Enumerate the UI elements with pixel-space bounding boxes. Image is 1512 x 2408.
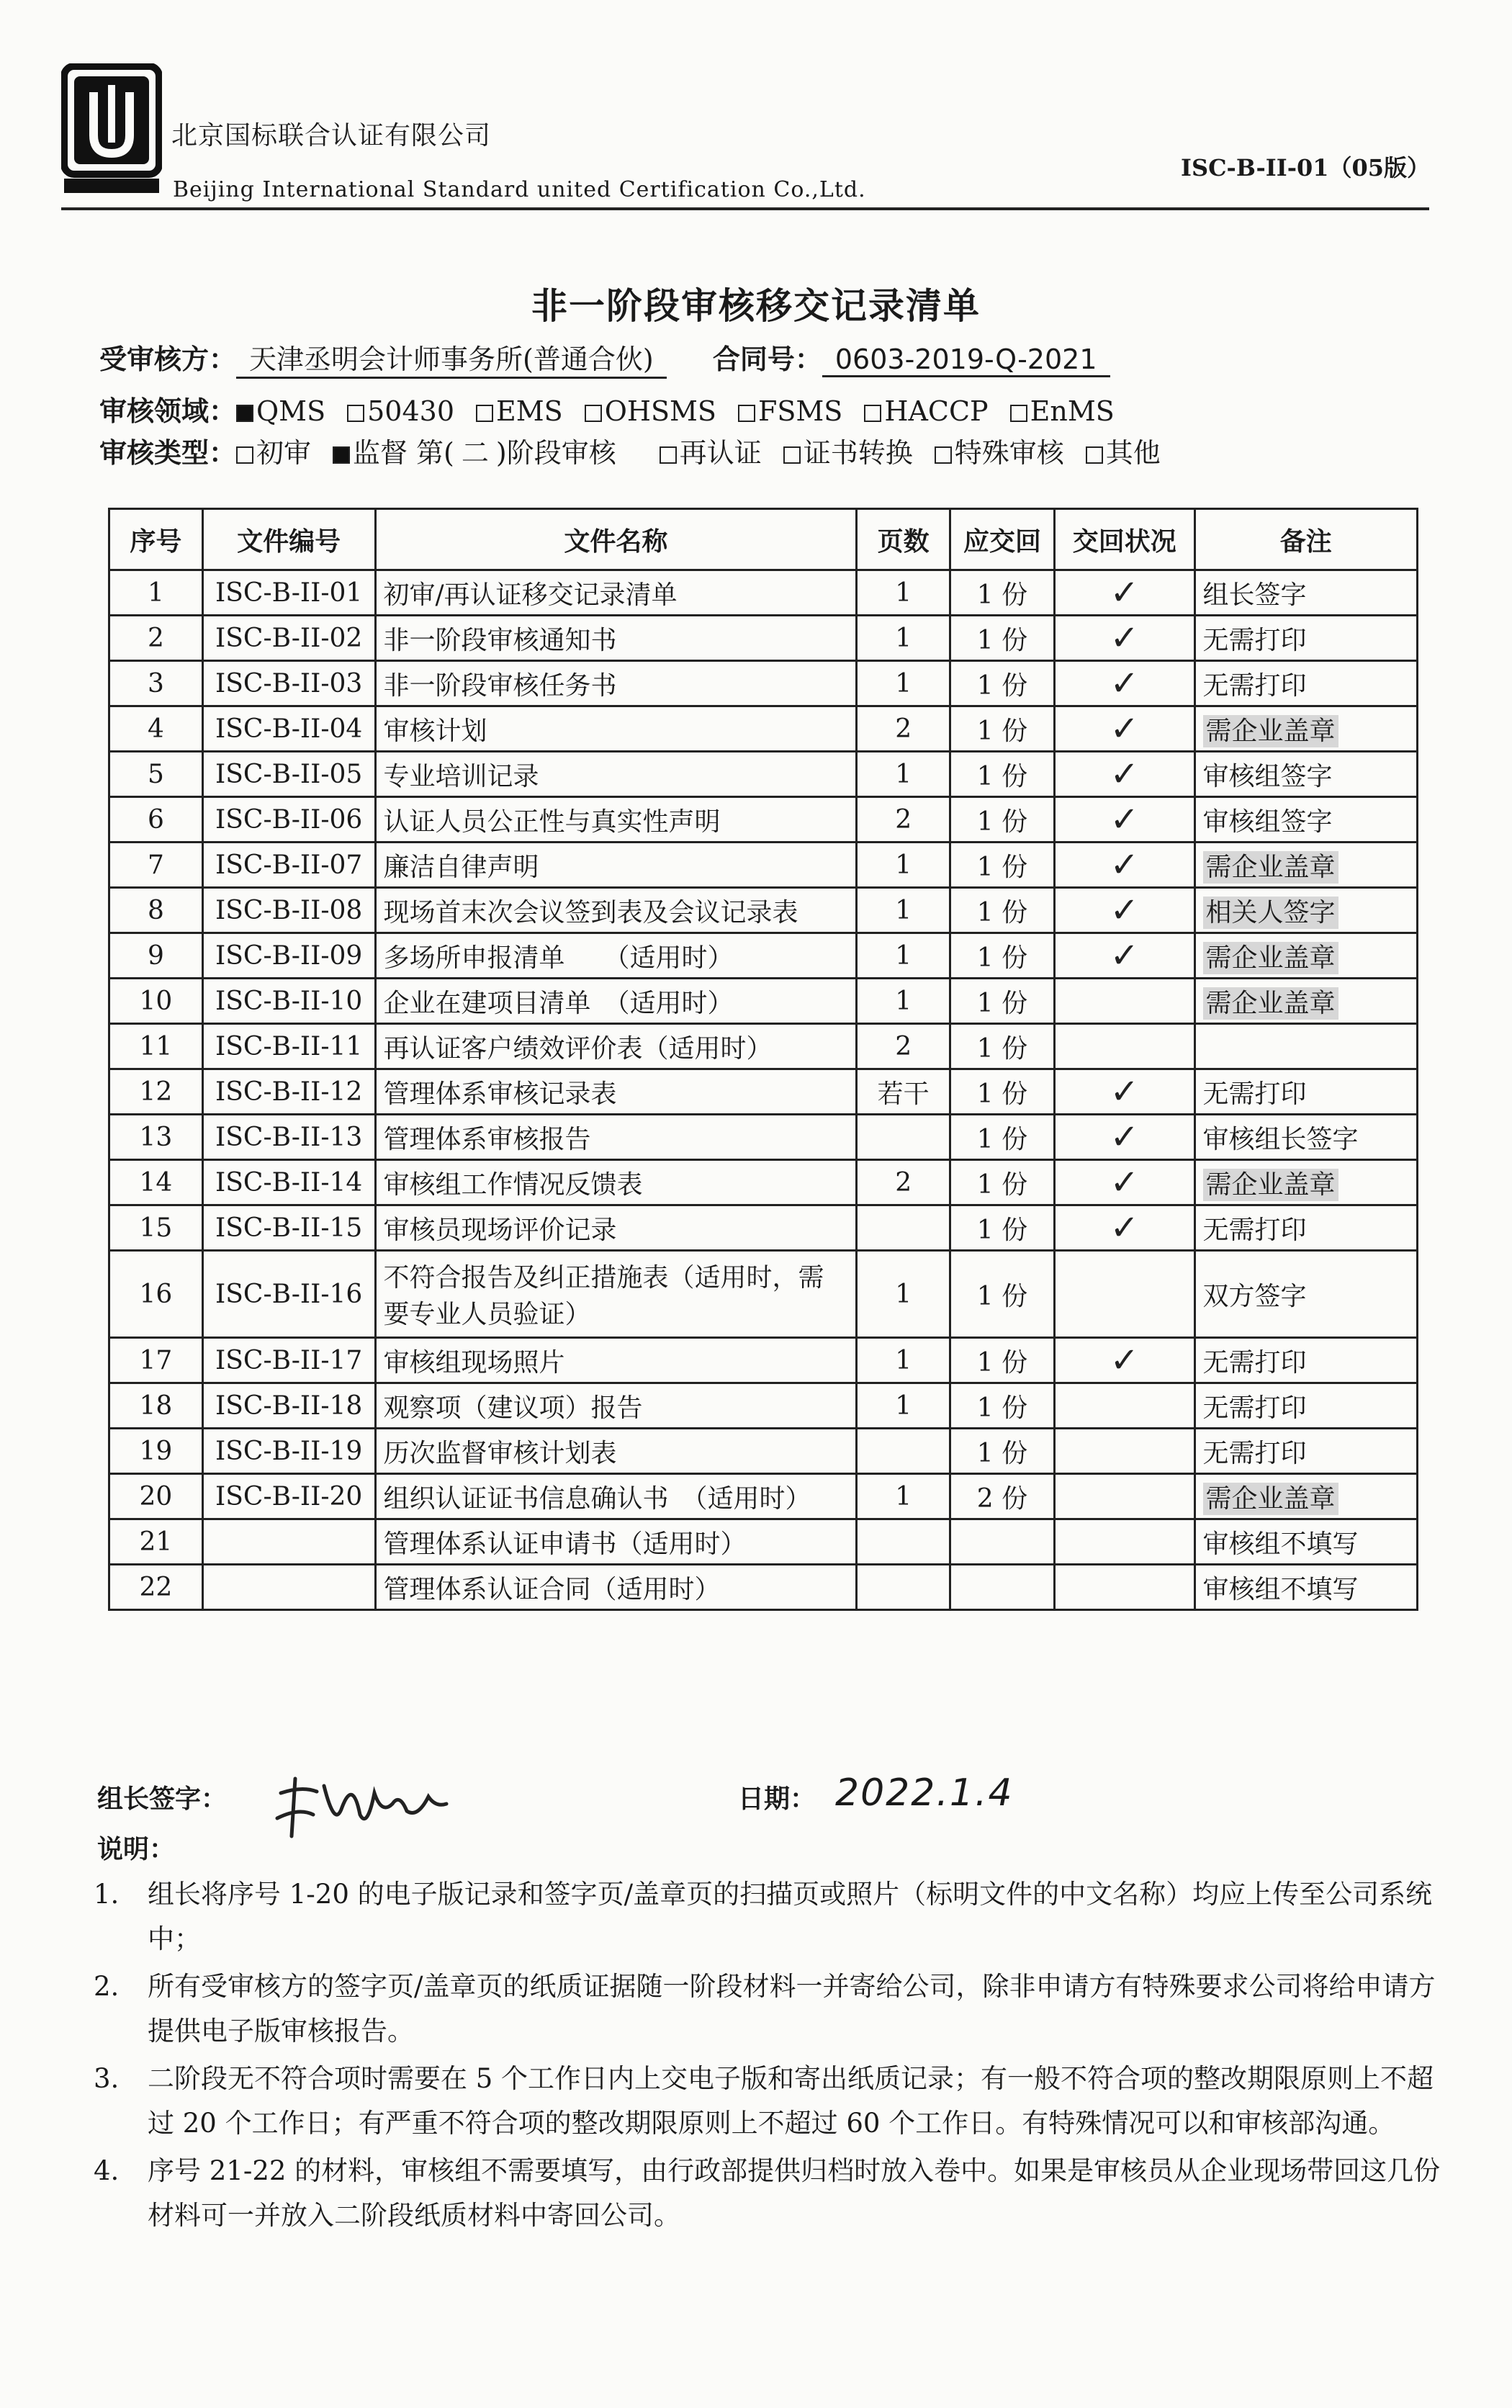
remark-text: 需企业盖章 [1203, 1483, 1338, 1515]
row-number-cell: 22 [109, 1565, 203, 1610]
table-row [109, 661, 1418, 706]
table-row [109, 1205, 1418, 1251]
notes-label: 说明： [97, 1834, 176, 1864]
page-count-cell: 1 [857, 843, 950, 888]
return-status-cell: ✓ [1054, 1205, 1194, 1251]
audit-field-option [738, 395, 842, 427]
note-number: 4. [94, 2155, 120, 2186]
page-count-cell [857, 1565, 950, 1610]
company-logo [61, 63, 162, 197]
due-copies-cell [950, 1565, 1055, 1610]
file-code-cell: ISC-B-II-10 [202, 979, 375, 1024]
remark-text: 审核组签字 [1202, 807, 1333, 837]
row-number-cell: 17 [109, 1338, 203, 1383]
row-number-cell: 13 [109, 1115, 203, 1160]
table-body [109, 570, 1418, 1610]
table-row [109, 706, 1418, 752]
table-row [109, 616, 1418, 661]
header-due: 应交回 [950, 509, 1055, 570]
file-name-cell: 多场所申报清单 （适用时） [375, 933, 857, 979]
due-copies-cell: 1 份 [950, 1383, 1055, 1429]
remark-cell [1194, 1024, 1417, 1069]
file-name-cell: 管理体系审核报告 [375, 1115, 857, 1160]
audit-field-label: 审核领域： [99, 395, 237, 427]
remark-text: 组长签字 [1202, 580, 1307, 610]
remark-text: 无需打印 [1202, 1079, 1307, 1109]
remark-cell [1194, 616, 1417, 661]
audit-field-options [236, 395, 1136, 427]
leader-signature-label: 组长签字： [97, 1784, 228, 1814]
header-no: 序号 [109, 509, 203, 570]
due-copies-cell: 1 份 [950, 661, 1055, 706]
return-status-cell: ✓ [1054, 706, 1194, 752]
remark-text: 无需打印 [1202, 1215, 1307, 1245]
table-row [109, 1115, 1418, 1160]
return-status-cell [1054, 1251, 1194, 1338]
file-name-cell: 不符合报告及纠正措施表（适用时，需要专业人员验证） [375, 1251, 857, 1338]
remark-cell [1194, 933, 1417, 979]
page-count-cell: 1 [857, 1338, 950, 1383]
remark-cell [1194, 1338, 1417, 1383]
due-copies-cell: 1 份 [950, 570, 1055, 616]
row-number-cell: 12 [109, 1069, 203, 1115]
table-row [109, 979, 1418, 1024]
file-code-cell: ISC-B-II-19 [202, 1429, 375, 1474]
return-status-cell [1054, 1429, 1194, 1474]
file-code-cell: ISC-B-II-15 [202, 1205, 375, 1251]
audit-field-option-label: HACCP [884, 395, 989, 427]
remark-cell [1194, 661, 1417, 706]
return-status-cell: ✓ [1054, 1160, 1194, 1205]
file-name-cell: 管理体系认证申请书（适用时） [375, 1519, 857, 1565]
audit-field-option [585, 395, 716, 427]
table-row [109, 1429, 1418, 1474]
file-code-cell: ISC-B-II-12 [202, 1069, 375, 1115]
return-status-cell: ✓ [1054, 661, 1194, 706]
audit-field-option-label: EnMS [1030, 395, 1115, 427]
return-status-cell: ✓ [1054, 843, 1194, 888]
header-divider [61, 207, 1429, 210]
row-number-cell: 1 [109, 570, 203, 616]
file-code-cell: ISC-B-II-07 [202, 843, 375, 888]
remark-text: 审核组不填写 [1202, 1574, 1359, 1604]
audit-type-other: 其他 [1105, 437, 1161, 469]
table-row [109, 797, 1418, 843]
file-name-cell: 廉洁自律声明 [375, 843, 857, 888]
remark-cell [1194, 1251, 1417, 1338]
row-number-cell: 9 [109, 933, 203, 979]
page-count-cell: 若干 [857, 1069, 950, 1115]
table-row [109, 888, 1418, 933]
due-copies-cell: 1 份 [950, 933, 1055, 979]
row-number-cell: 6 [109, 797, 203, 843]
company-name-en: Beijing International Standard united Certification Co.,Ltd. [173, 177, 866, 202]
handwritten-signature [274, 1764, 454, 1843]
remark-text: 无需打印 [1202, 1438, 1307, 1468]
remark-cell [1194, 1474, 1417, 1519]
remark-text: 无需打印 [1202, 1347, 1307, 1378]
contract-label: 合同号： [712, 343, 822, 375]
return-status-cell: ✓ [1054, 752, 1194, 797]
remark-cell [1194, 752, 1417, 797]
checkbox-other[interactable] [1086, 446, 1103, 464]
header-returned: 交回状况 [1054, 509, 1194, 570]
remark-cell [1194, 888, 1417, 933]
return-status-cell: ✓ [1054, 1338, 1194, 1383]
file-name-cell: 审核员现场评价记录 [375, 1205, 857, 1251]
header-name: 文件名称 [375, 509, 857, 570]
audit-field-option [476, 395, 563, 427]
audit-type-line [99, 431, 1182, 470]
remark-text: 需企业盖章 [1203, 715, 1338, 747]
checkbox-ems[interactable] [476, 405, 493, 422]
remark-cell [1194, 1429, 1417, 1474]
return-status-cell [1054, 1024, 1194, 1069]
row-number-cell: 11 [109, 1024, 203, 1069]
file-code-cell [202, 1519, 375, 1565]
row-number-cell: 3 [109, 661, 203, 706]
note-text: 二阶段无不符合项时需要在 5 个工作日内上交电子版和寄出纸质记录；有一般不符合项的整改期限原则上不超过 20 个工作日；有严重不符合项的整改期限原则上不超过 60 个工作日。有特殊情况可以和审核部沟通。 [148, 2063, 1434, 2139]
contract-number: 0603-2019-Q-2021 [822, 343, 1110, 377]
table-row [109, 1519, 1418, 1565]
file-code-cell: ISC-B-II-05 [202, 752, 375, 797]
checkbox-qms[interactable] [236, 405, 253, 422]
row-number-cell: 7 [109, 843, 203, 888]
audit-field-option-label: EMS [496, 395, 563, 427]
audit-field-option-label: QMS [256, 395, 326, 427]
remark-cell [1194, 1519, 1417, 1565]
due-copies-cell: 1 份 [950, 1069, 1055, 1115]
remark-cell [1194, 797, 1417, 843]
note-item [94, 1872, 1447, 1962]
table-header-row [109, 509, 1418, 570]
page-count-cell: 1 [857, 661, 950, 706]
return-status-cell [1054, 1383, 1194, 1429]
file-code-cell: ISC-B-II-01 [202, 570, 375, 616]
page-count-cell [857, 1205, 950, 1251]
row-number-cell: 14 [109, 1160, 203, 1205]
note-text: 所有受审核方的签字页/盖章页的纸质证据随一阶段材料一并寄给公司，除非申请方有特殊要求公司将给申请方提供电子版审核报告。 [148, 1971, 1436, 2047]
remark-text: 审核组签字 [1202, 761, 1333, 791]
page-count-cell: 1 [857, 616, 950, 661]
due-copies-cell: 1 份 [950, 706, 1055, 752]
row-number-cell: 20 [109, 1474, 203, 1519]
page-count-cell: 1 [857, 1474, 950, 1519]
file-code-cell: ISC-B-II-06 [202, 797, 375, 843]
table-row [109, 933, 1418, 979]
date-label: 日期： [738, 1784, 816, 1814]
row-number-cell: 4 [109, 706, 203, 752]
row-number-cell: 5 [109, 752, 203, 797]
return-status-cell [1054, 979, 1194, 1024]
page-count-cell: 1 [857, 752, 950, 797]
remark-text: 无需打印 [1202, 625, 1307, 655]
records-table [108, 508, 1418, 1611]
remark-cell [1194, 1205, 1417, 1251]
return-status-cell: ✓ [1054, 1115, 1194, 1160]
audit-field-option [347, 395, 454, 427]
checkbox-initial[interactable] [236, 446, 253, 464]
remark-cell [1194, 570, 1417, 616]
audit-field-option [236, 395, 325, 427]
file-code-cell: ISC-B-II-18 [202, 1383, 375, 1429]
row-number-cell: 18 [109, 1383, 203, 1429]
audit-field-option [1010, 395, 1115, 427]
row-number-cell: 10 [109, 979, 203, 1024]
note-item [94, 2149, 1447, 2238]
page-count-cell: 1 [857, 570, 950, 616]
remark-text: 审核组长签字 [1202, 1124, 1359, 1154]
checkbox-haccp[interactable] [864, 405, 881, 422]
checkbox-enms[interactable] [1010, 405, 1027, 422]
file-name-cell: 非一阶段审核通知书 [375, 616, 857, 661]
remark-cell [1194, 1160, 1417, 1205]
file-name-cell: 专业培训记录 [375, 752, 857, 797]
file-name-cell: 非一阶段审核任务书 [375, 661, 857, 706]
table-row [109, 1383, 1418, 1429]
file-code-cell: ISC-B-II-13 [202, 1115, 375, 1160]
page-count-cell [857, 1519, 950, 1565]
note-number: 2. [94, 1971, 120, 2002]
remark-cell [1194, 1115, 1417, 1160]
company-name-cn: 北京国标联合认证有限公司 [171, 121, 492, 150]
table-row [109, 1069, 1418, 1115]
date-value: 2022.1.4 [835, 1771, 1014, 1815]
page-count-cell [857, 1115, 950, 1160]
table-row [109, 570, 1418, 616]
stage-suffix: )阶段审核 [495, 437, 616, 469]
remark-text: 双方签字 [1202, 1281, 1307, 1311]
note-number: 3. [94, 2063, 120, 2094]
return-status-cell: ✓ [1054, 888, 1194, 933]
audit-type-label: 审核类型： [99, 436, 237, 469]
due-copies-cell: 1 份 [950, 616, 1055, 661]
page-count-cell: 2 [857, 706, 950, 752]
return-status-cell [1054, 1565, 1194, 1610]
file-code-cell: ISC-B-II-04 [202, 706, 375, 752]
checkbox-fsms[interactable] [738, 405, 755, 422]
file-name-cell: 审核计划 [375, 706, 857, 752]
note-text: 序号 21-22 的材料，审核组不需要填写，由行政部提供归档时放入卷中。如果是审核员从企业现场带回这几份材料可一并放入二阶段纸质材料中寄回公司。 [148, 2155, 1441, 2231]
checkbox-surveillance[interactable] [333, 446, 350, 464]
return-status-cell: ✓ [1054, 570, 1194, 616]
file-name-cell: 现场首末次会议签到表及会议记录表 [375, 888, 857, 933]
note-item [94, 1964, 1447, 2054]
notes-list [94, 1872, 1447, 2241]
file-name-cell: 组织认证证书信息确认书 （适用时） [375, 1474, 857, 1519]
row-number-cell: 21 [109, 1519, 203, 1565]
table-row [109, 1338, 1418, 1383]
due-copies-cell: 1 份 [950, 752, 1055, 797]
file-code-cell: ISC-B-II-09 [202, 933, 375, 979]
row-number-cell: 2 [109, 616, 203, 661]
table-row [109, 752, 1418, 797]
file-code-cell: ISC-B-II-02 [202, 616, 375, 661]
checkbox-transfer[interactable] [783, 446, 801, 464]
page-count-cell: 1 [857, 979, 950, 1024]
row-number-cell: 19 [109, 1429, 203, 1474]
page-count-cell: 2 [857, 1160, 950, 1205]
note-number: 1. [94, 1879, 120, 1910]
remark-text: 需企业盖章 [1203, 1169, 1338, 1201]
remark-text: 无需打印 [1202, 1393, 1307, 1423]
table-row [109, 1565, 1418, 1610]
audit-type-initial: 初审 [256, 437, 312, 469]
page-count-cell [857, 1429, 950, 1474]
due-copies-cell: 1 份 [950, 1338, 1055, 1383]
checkbox-recert[interactable] [660, 446, 677, 464]
audit-field-option-label: 50430 [367, 395, 455, 427]
file-name-cell: 再认证客户绩效评价表（适用时） [375, 1024, 857, 1069]
due-copies-cell: 1 份 [950, 843, 1055, 888]
header-code: 文件编号 [202, 509, 375, 570]
file-code-cell: ISC-B-II-20 [202, 1474, 375, 1519]
due-copies-cell: 1 份 [950, 1115, 1055, 1160]
audit-type-special: 特殊审核 [954, 437, 1064, 469]
checkbox-50430[interactable] [347, 405, 364, 422]
remark-text: 相关人签字 [1203, 897, 1338, 929]
page-count-cell: 1 [857, 1251, 950, 1338]
return-status-cell: ✓ [1054, 797, 1194, 843]
row-number-cell: 15 [109, 1205, 203, 1251]
stage-prefix: 第( [416, 437, 454, 469]
audit-type-transfer: 证书转换 [803, 437, 913, 469]
file-name-cell: 企业在建项目清单 （适用时） [375, 979, 857, 1024]
client-label: 受审核方： [99, 343, 237, 375]
remark-cell [1194, 706, 1417, 752]
remark-text: 无需打印 [1202, 670, 1307, 701]
due-copies-cell [950, 1519, 1055, 1565]
note-item [94, 2057, 1447, 2146]
stage-value: 二 [461, 437, 489, 469]
remark-text: 需企业盖章 [1203, 942, 1338, 974]
due-copies-cell: 1 份 [950, 1251, 1055, 1338]
return-status-cell: ✓ [1054, 1069, 1194, 1115]
row-number-cell: 8 [109, 888, 203, 933]
due-copies-cell: 2 份 [950, 1474, 1055, 1519]
return-status-cell [1054, 1474, 1194, 1519]
row-number-cell: 16 [109, 1251, 203, 1338]
due-copies-cell: 1 份 [950, 979, 1055, 1024]
audit-field-option-label: OHSMS [604, 395, 716, 427]
file-name-cell: 管理体系认证合同（适用时） [375, 1565, 857, 1610]
file-name-cell: 观察项（建议项）报告 [375, 1383, 857, 1429]
return-status-cell: ✓ [1054, 933, 1194, 979]
file-code-cell: ISC-B-II-16 [202, 1251, 375, 1338]
file-name-cell: 认证人员公正性与真实性声明 [375, 797, 857, 843]
file-code-cell: ISC-B-II-03 [202, 661, 375, 706]
header-pages: 页数 [857, 509, 950, 570]
remark-text: 需企业盖章 [1203, 851, 1338, 884]
table-row [109, 1024, 1418, 1069]
return-status-cell [1054, 1519, 1194, 1565]
remark-cell [1194, 1069, 1417, 1115]
document-title: 非一阶段审核移交记录清单 [531, 284, 981, 327]
audit-field-line [99, 389, 1136, 428]
audit-field-option [864, 395, 988, 427]
audit-field-option-label: FSMS [757, 395, 843, 427]
file-code-cell [202, 1565, 375, 1610]
file-name-cell: 审核组现场照片 [375, 1338, 857, 1383]
page-count-cell: 1 [857, 888, 950, 933]
remark-cell [1194, 1565, 1417, 1610]
due-copies-cell: 1 份 [950, 797, 1055, 843]
client-line [99, 337, 1110, 379]
audit-type-surveillance: 监督 [353, 437, 408, 469]
audit-type-recert: 再认证 [679, 437, 762, 469]
page-count-cell: 1 [857, 933, 950, 979]
file-name-cell: 初审/再认证移交记录清单 [375, 570, 857, 616]
return-status-cell: ✓ [1054, 616, 1194, 661]
file-name-cell: 管理体系审核记录表 [375, 1069, 857, 1115]
note-text: 组长将序号 1-20 的电子版记录和签字页/盖章页的扫描页或照片（标明文件的中文名称）均应上传至公司系统中； [148, 1879, 1433, 1954]
due-copies-cell: 1 份 [950, 1024, 1055, 1069]
page-count-cell: 2 [857, 1024, 950, 1069]
file-code-cell: ISC-B-II-17 [202, 1338, 375, 1383]
table-row [109, 843, 1418, 888]
page-count-cell: 2 [857, 797, 950, 843]
checkbox-special[interactable] [935, 446, 952, 464]
table-row [109, 1160, 1418, 1205]
header-remark: 备注 [1194, 509, 1417, 570]
remark-text: 审核组不填写 [1202, 1529, 1359, 1559]
file-name-cell: 审核组工作情况反馈表 [375, 1160, 857, 1205]
file-code-cell: ISC-B-II-14 [202, 1160, 375, 1205]
due-copies-cell: 1 份 [950, 1429, 1055, 1474]
table-row [109, 1474, 1418, 1519]
table-row [109, 1251, 1418, 1338]
checkbox-ohsms[interactable] [585, 405, 602, 422]
remark-cell [1194, 1383, 1417, 1429]
file-name-cell: 历次监督审核计划表 [375, 1429, 857, 1474]
due-copies-cell: 1 份 [950, 1205, 1055, 1251]
file-code-cell: ISC-B-II-08 [202, 888, 375, 933]
client-name: 天津丞明会计师事务所(普通合伙) [236, 337, 667, 379]
due-copies-cell: 1 份 [950, 888, 1055, 933]
form-code: ISC-B-II-01（05版） [1181, 154, 1431, 181]
due-copies-cell: 1 份 [950, 1160, 1055, 1205]
page-count-cell: 1 [857, 1383, 950, 1429]
remark-cell [1194, 843, 1417, 888]
remark-cell [1194, 979, 1417, 1024]
remark-text: 需企业盖章 [1203, 987, 1338, 1020]
file-code-cell: ISC-B-II-11 [202, 1024, 375, 1069]
